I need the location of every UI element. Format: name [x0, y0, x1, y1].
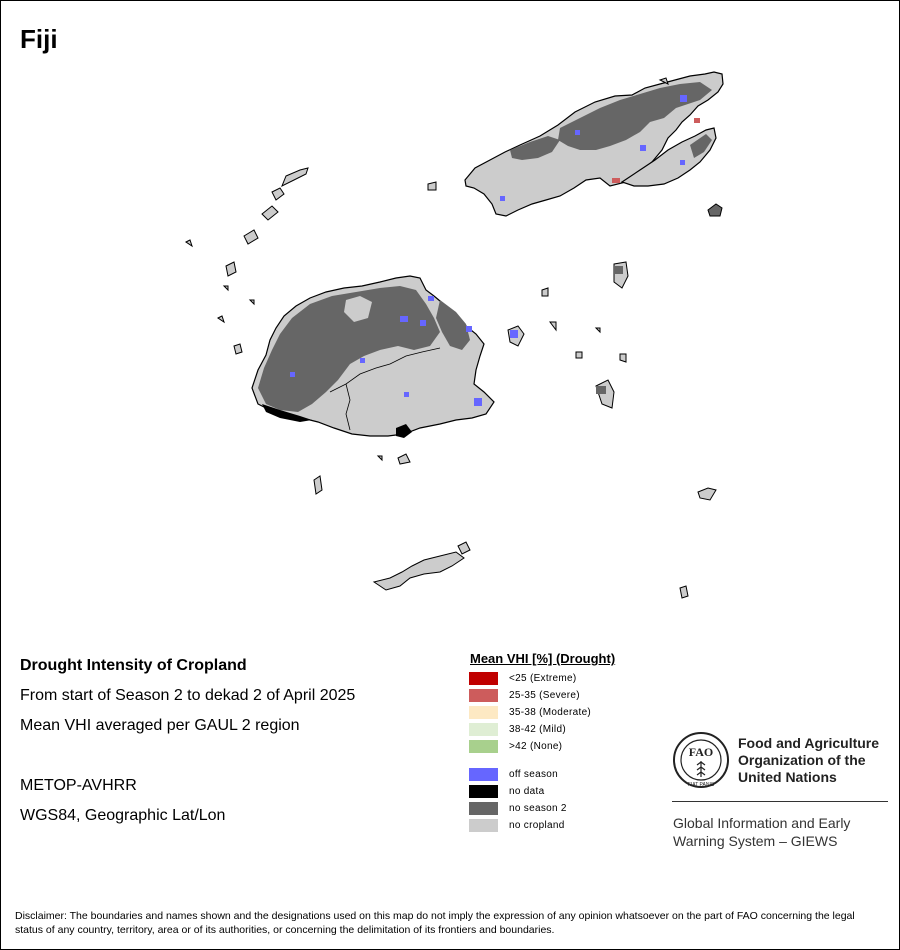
giews-name — [673, 814, 850, 850]
fao-logo-motto: FIAT PANIS — [687, 782, 715, 788]
viti-levu-island — [252, 276, 494, 438]
legend-swatch — [469, 706, 498, 719]
fao-name — [738, 735, 879, 786]
legend-swatch — [469, 785, 498, 798]
legend-label: 25-35 (Severe) — [509, 690, 580, 701]
map-projection: WGS84, Geographic Lat/Lon — [20, 807, 226, 824]
legend-label: >42 (None) — [509, 741, 563, 752]
fao-name-line3: United Nations — [738, 769, 837, 785]
legend-title: Mean VHI [%] (Drought) — [470, 651, 616, 666]
legend-label: off season — [509, 769, 558, 780]
map-sensor: METOP-AVHRR — [20, 777, 137, 794]
legend-swatch — [469, 768, 498, 781]
legend-label: 35-38 (Moderate) — [509, 707, 592, 718]
legend-label: 38-42 (Mild) — [509, 724, 566, 735]
legend-swatch — [469, 819, 498, 832]
legend-label: no season 2 — [509, 803, 567, 814]
small-island-cover — [510, 266, 623, 394]
fao-name-line2: Organization of the — [738, 752, 866, 768]
legend-swatch — [469, 689, 498, 702]
map-heading: Drought Intensity of Cropland — [20, 657, 247, 674]
fao-logo — [672, 731, 730, 789]
legend-swatch — [469, 802, 498, 815]
fao-divider — [672, 801, 888, 802]
map-method: Mean VHI averaged per GAUL 2 region — [20, 717, 300, 734]
disclaimer: Disclaimer: The boundaries and names shown and the designations used on this map do not imply the expression of any opinion whatsoever on the part of FAO concerning the legal status of any country, territory, area or of its authorities, or concerning the delimitation of its frontiers and boundaries. — [15, 910, 855, 936]
legend-swatch — [469, 723, 498, 736]
map-period: From start of Season 2 to dekad 2 of April 2025 — [20, 687, 356, 704]
giews-line1: Global Information and Early — [673, 815, 851, 831]
legend-label: no data — [509, 786, 545, 797]
legend-swatch — [469, 672, 498, 685]
giews-line2: Warning System – GIEWS — [673, 833, 838, 849]
legend-label: no cropland — [509, 820, 565, 831]
map-title: Fiji — [20, 24, 58, 54]
fao-logo-text: FAO — [688, 745, 714, 759]
legend-swatch — [469, 740, 498, 753]
legend-label: <25 (Extreme) — [509, 673, 577, 684]
fao-name-line1: Food and Agriculture — [738, 735, 880, 751]
